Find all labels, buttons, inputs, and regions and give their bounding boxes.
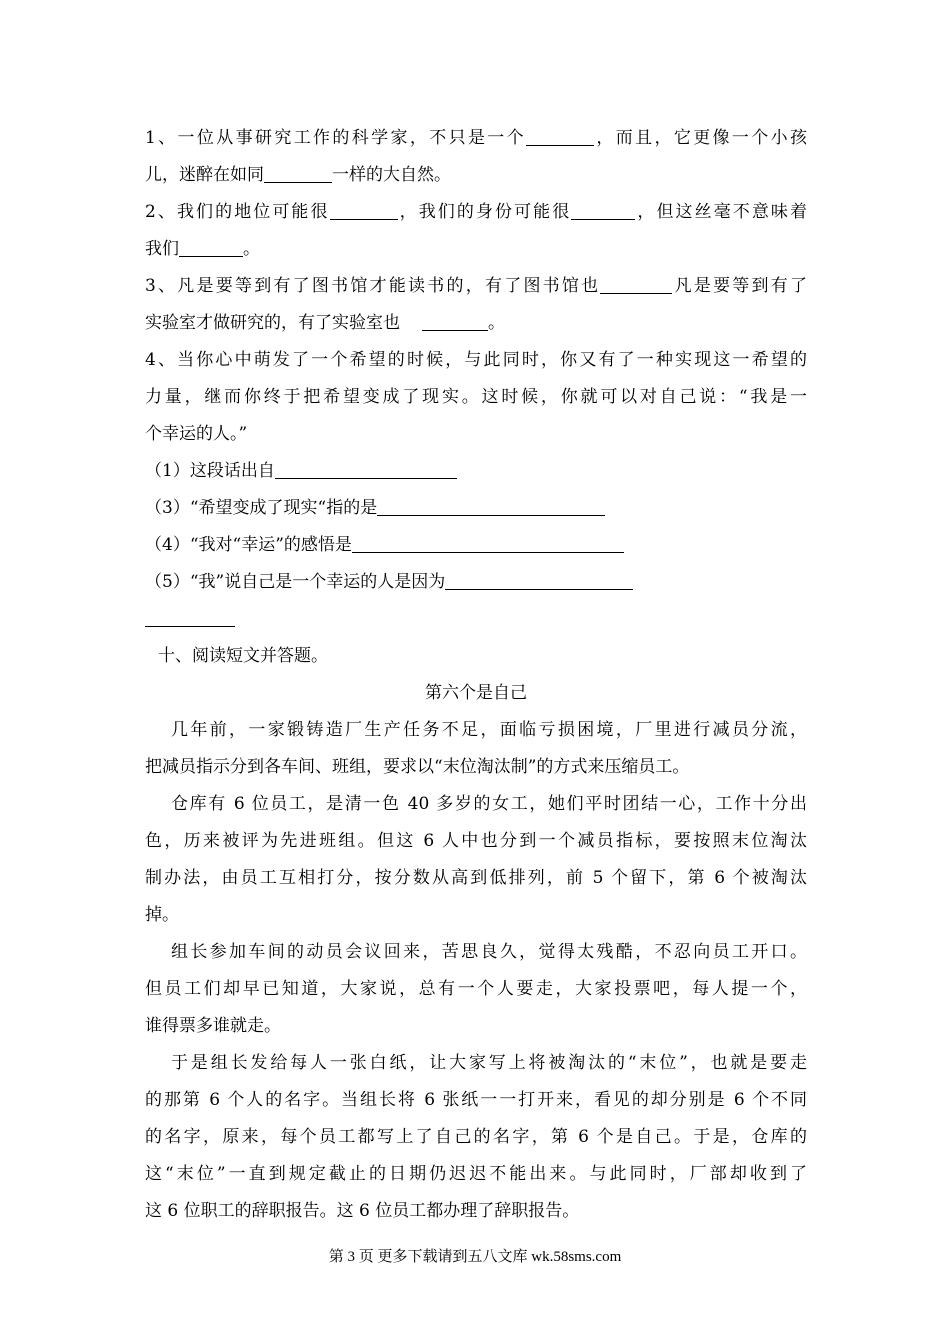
paragraph-3-line: 但员工们却早已知道，大家说，总有一个人要走，大家投票吧，每人提一个， <box>145 979 807 999</box>
q4-sub-5-continuation <box>145 601 807 638</box>
answer-blank[interactable] <box>445 567 633 590</box>
q4-line-1: 4、当你心中萌发了一个希望的时候，与此同时，你又有了一种实现这一希望的 <box>145 350 807 370</box>
answer-blank[interactable] <box>145 604 235 627</box>
answer-blank[interactable] <box>352 530 624 553</box>
q2-line-1: 2、我们的地位可能很 ，我们的身份可能很 ，但这丝毫不意味着 <box>145 194 807 231</box>
q4-sub-5: （5）“我”说自己是一个幸运的人是因为 <box>145 564 807 601</box>
paragraph-2-line: 仓库有 6 位员工，是清一色 40 多岁的女工，她们平时团结一心，工作十分出 <box>171 794 807 814</box>
q4-line-2: 力量，继而你终于把希望变成了现实。这时候，你就可以对自己说：“我是一 <box>145 387 807 407</box>
q3-line-1: 3、凡是要等到有了图书馆才能读书的，有了图书馆也 凡是要等到有了 <box>145 268 807 305</box>
section-heading: 十、阅读短文并答题。 <box>158 646 328 666</box>
q2-line-2: 我们 。 <box>145 231 807 268</box>
paragraph-2-line: 制办法，由员工互相打分，按分数从高到低排列，前 5 个留下，第 6 个被淘汰 <box>145 868 807 888</box>
paragraph-2-line: 色，历来被评为先进班组。但这 6 人中也分到一个减员指标，要按照末位淘汰 <box>145 831 807 851</box>
passage-title: 第六个是自己 <box>425 683 527 703</box>
answer-blank[interactable] <box>571 197 635 220</box>
answer-blank[interactable] <box>179 234 243 257</box>
paragraph-3-line: 谁得票多谁就走。 <box>145 1016 281 1036</box>
answer-blank[interactable] <box>526 123 594 146</box>
paragraph-4-line: 的那第 6 个人的名字。当组长将 6 张纸一一打开来，看见的却分别是 6 个不同 <box>145 1090 807 1110</box>
q1-line-1: 1、一位从事研究工作的科学家，不只是一个 ，而且，它更像一个小孩 <box>145 120 807 157</box>
answer-blank[interactable] <box>275 456 457 479</box>
q4-sub-3: （3）“希望变成了现实“指的是 <box>145 490 807 527</box>
paragraph-4-line: 的名字，原来，每个员工都写上了自己的名字，第 6 个是自己。于是，仓库的 <box>145 1127 807 1147</box>
paragraph-1-line: 几年前，一家锻铸造厂生产任务不足，面临亏损困境，厂里进行减员分流， <box>171 720 807 740</box>
q4-line-3: 个幸运的人。” <box>145 424 248 444</box>
paragraph-4-line: 这 6 位职工的辞职报告。这 6 位员工都办理了辞职报告。 <box>145 1201 580 1221</box>
q1-line-2: 儿，迷醉在如同 一样的大自然。 <box>145 157 807 194</box>
answer-blank[interactable] <box>600 271 672 294</box>
paragraph-4-line: 这“末位”一直到规定截止的日期仍迟迟不能出来。与此同时，厂部却收到了 <box>145 1164 807 1184</box>
answer-blank[interactable] <box>422 308 488 331</box>
q4-sub-1: （1）这段话出自 <box>145 453 807 490</box>
page-footer: 第 3 页 更多下载请到五八文库 wk.58sms.com <box>328 1249 622 1265</box>
answer-blank[interactable] <box>264 160 332 183</box>
paragraph-1-line: 把减员指示分到各车间、班组，要求以“末位淘汰制”的方式来压缩员工。 <box>145 757 690 777</box>
q3-line-2: 实验室才做研究的，有了实验室也 。 <box>145 305 807 342</box>
answer-blank[interactable] <box>377 493 605 516</box>
q4-sub-4: （4）“我对“幸运”的感悟是 <box>145 527 807 564</box>
paragraph-3-line: 组长参加车间的动员会议回来，苦思良久，觉得太残酷，不忍向员工开口。 <box>171 942 807 962</box>
document-body <box>145 120 807 1230</box>
answer-blank[interactable] <box>330 197 398 220</box>
paragraph-4-line: 于是组长发给每人一张白纸，让大家写上将被淘汰的“末位”，也就是要走 <box>171 1053 807 1073</box>
paragraph-2-line: 掉。 <box>145 905 179 925</box>
